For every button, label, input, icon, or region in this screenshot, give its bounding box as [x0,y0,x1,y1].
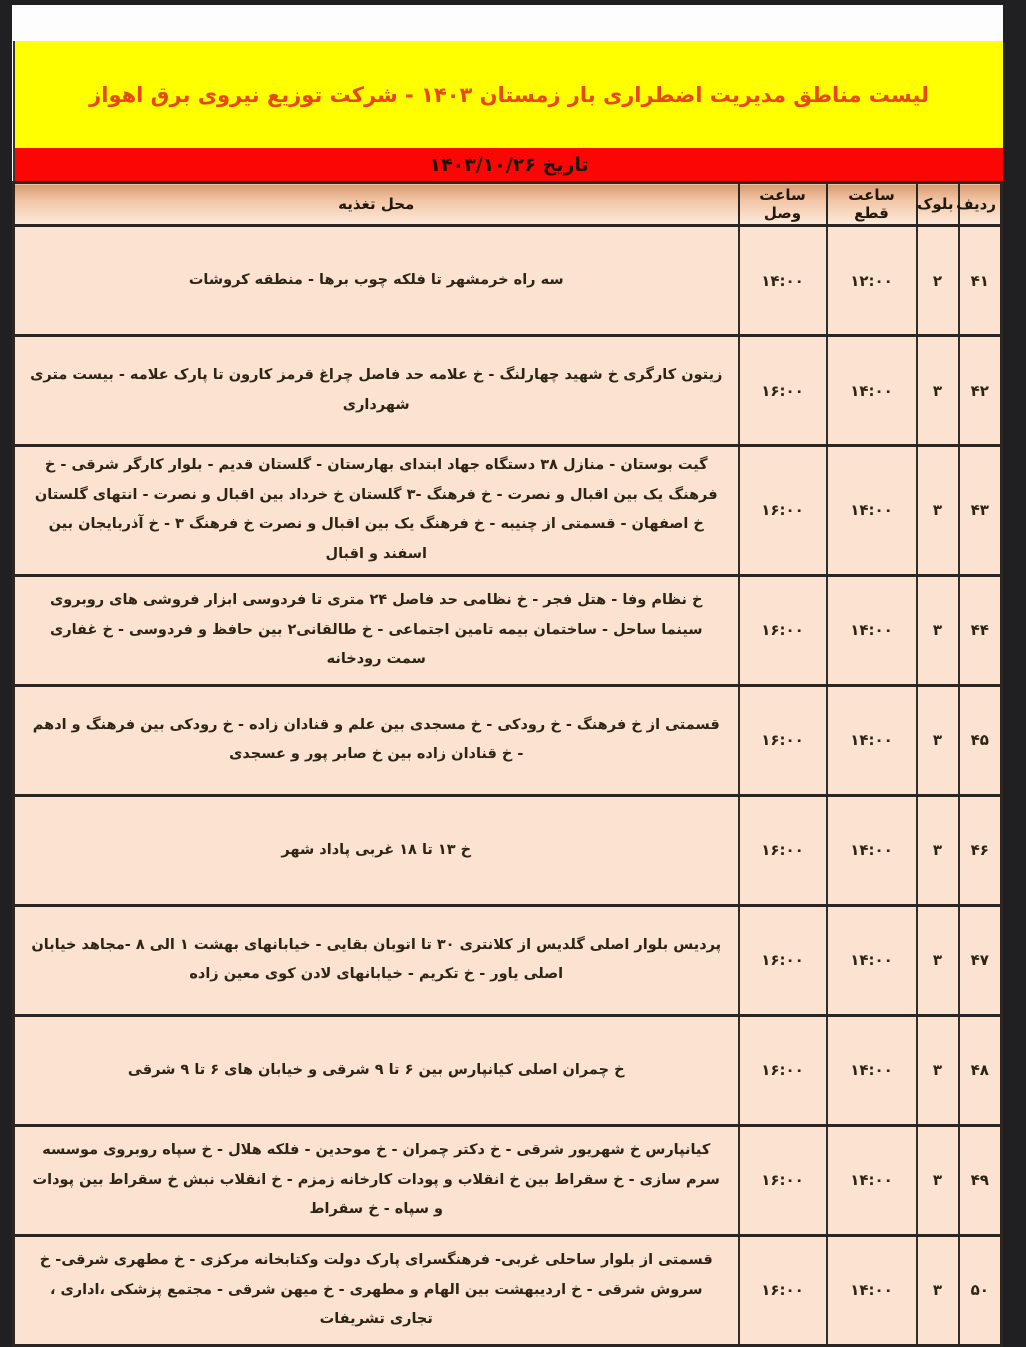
table-row [14,905,1002,1015]
cell-feeding-location: خ نظام وفا - هتل فجر - خ نظامی حد فاصل ۲۴ متری تا فردوسی ابزار فروشی های روبروی سینما ساحل - ساختمان بیمه تامین اجتماعی - خ طالقانی۲ بین حافظ و فردوسی - خ غفاری سمت رودخانه [14,575,739,685]
outage-schedule-table [12,181,1003,1347]
table-row [14,226,1002,336]
document-content [13,41,1003,1347]
cell-block-number: ۳ [917,795,959,905]
cell-reconnect-time: ۱۶:۰۰ [739,1125,827,1235]
header-cut-time: ساعت قطع [827,183,917,226]
cell-block-number: ۲ [917,226,959,336]
header-row-number: ردیف [959,183,1002,226]
cell-block-number: ۳ [917,905,959,1015]
table-header-row [14,183,1002,226]
cell-reconnect-time: ۱۶:۰۰ [739,905,827,1015]
cell-row-number: ۴۷ [959,905,1002,1015]
table-row [14,795,1002,905]
header-reconnect-time: ساعت وصل [739,183,827,226]
schedule-table-body [14,226,1002,1346]
cell-feeding-location: قسمتی از خ فرهنگ - خ رودکی - خ مسجدی بین علم و قنادان زاده - خ رودکی بین فرهنگ و ادهم - خ قنادان زاده بین خ صابر پور و عسجدی [14,685,739,795]
cell-feeding-location: خ ۱۳ تا ۱۸ غربی پاداد شهر [14,795,739,905]
cell-row-number: ۴۴ [959,575,1002,685]
cell-block-number: ۳ [917,1015,959,1125]
cell-reconnect-time: ۱۶:۰۰ [739,446,827,576]
table-row [14,446,1002,576]
cell-feeding-location: گیت بوستان - منازل ۳۸ دستگاه جهاد ابتدای بهارستان - گلستان قدیم - بلوار کارگر شرقی - خ فرهنگ یک بین اقبال و نصرت - خ فرهنگ -۳ گلستان خ خرداد بین اقبال و نصرت - انتهای گلستان خ اصفهان - قسمتی از چنیبه - خ فرهنگ یک بین اقبال و نصرت خ فرهنگ ۳ - خ آذربایجان بین اسفند و اقبال [14,446,739,576]
cell-reconnect-time: ۱۶:۰۰ [739,336,827,446]
cell-block-number: ۳ [917,336,959,446]
date-bar [15,148,1003,181]
table-row [14,1015,1002,1125]
cell-cut-time: ۱۴:۰۰ [827,446,917,576]
cell-feeding-location: قسمتی از بلوار ساحلی غربی- فرهنگسرای پارک دولت وکتابخانه مرکزی - خ مطهری شرقی- خ سروش شرقی - خ اردیبهشت بین الهام و مطهری - خ میهن شرقی - مجتمع پزشکی ،اداری ، تجاری تشریفات [14,1235,739,1345]
cell-row-number: ۴۲ [959,336,1002,446]
cell-reconnect-time: ۱۴:۰۰ [739,226,827,336]
header-feeding-location: محل تغذیه [14,183,739,226]
cell-feeding-location: زیتون کارگری خ شهید چهارلنگ - خ علامه حد فاصل چراغ قرمز کارون تا پارک علامه - بیست متری شهرداری [14,336,739,446]
cell-reconnect-time: ۱۶:۰۰ [739,575,827,685]
cell-row-number: ۴۶ [959,795,1002,905]
title-banner [15,41,1003,148]
date-text: تاریخ ۱۴۰۳/۱۰/۲۶ [429,153,589,176]
cell-row-number: ۴۱ [959,226,1002,336]
cell-reconnect-time: ۱۶:۰۰ [739,1235,827,1345]
cell-block-number: ۳ [917,446,959,576]
page-title: لیست مناطق مدیریت اضطراری بار زمستان ۱۴۰۳ - شرکت توزیع نیروی برق اهواز [89,82,929,107]
cell-cut-time: ۱۴:۰۰ [827,1015,917,1125]
cell-cut-time: ۱۴:۰۰ [827,905,917,1015]
table-row [14,336,1002,446]
cell-cut-time: ۱۴:۰۰ [827,685,917,795]
cell-cut-time: ۱۴:۰۰ [827,1125,917,1235]
table-row [14,1235,1002,1345]
cell-block-number: ۳ [917,575,959,685]
cell-row-number: ۴۵ [959,685,1002,795]
cell-row-number: ۴۹ [959,1125,1002,1235]
cell-reconnect-time: ۱۶:۰۰ [739,795,827,905]
cell-cut-time: ۱۴:۰۰ [827,336,917,446]
cell-feeding-location: خ چمران اصلی کیانپارس بین ۶ تا ۹ شرقی و خیابان های ۶ تا ۹ شرقی [14,1015,739,1125]
cell-row-number: ۴۸ [959,1015,1002,1125]
cell-row-number: ۵۰ [959,1235,1002,1345]
table-row [14,1125,1002,1235]
cell-feeding-location: کیانپارس خ شهریور شرقی - خ دکتر چمران - خ موحدین - فلکه هلال - خ سپاه روبروی موسسه سرم سازی - خ سقراط بین خ انقلاب و پودات کارخانه زمزم - خ انقلاب نبش خ سقراط بین پودات و سپاه - خ سقراط [14,1125,739,1235]
cell-block-number: ۳ [917,1125,959,1235]
cell-cut-time: ۱۴:۰۰ [827,1235,917,1345]
cell-cut-time: ۱۴:۰۰ [827,795,917,905]
cell-cut-time: ۱۲:۰۰ [827,226,917,336]
cell-row-number: ۴۳ [959,446,1002,576]
cell-feeding-location: پردیس بلوار اصلی گلدیس از کلانتری ۳۰ تا اتوبان بقایی - خیابانهای بهشت ۱ الی ۸ -مجاهد خیابان اصلی یاور - خ تکریم - خیابانهای لادن کوی معین زاده [14,905,739,1015]
cell-feeding-location: سه راه خرمشهر تا فلکه چوب برها - منطقه کروشات [14,226,739,336]
cell-cut-time: ۱۴:۰۰ [827,575,917,685]
cell-block-number: ۳ [917,685,959,795]
table-row [14,575,1002,685]
table-row [14,685,1002,795]
document-sheet [12,5,1003,1328]
cell-block-number: ۳ [917,1235,959,1345]
header-block: بلوک [917,183,959,226]
cell-reconnect-time: ۱۶:۰۰ [739,1015,827,1125]
cell-reconnect-time: ۱۶:۰۰ [739,685,827,795]
